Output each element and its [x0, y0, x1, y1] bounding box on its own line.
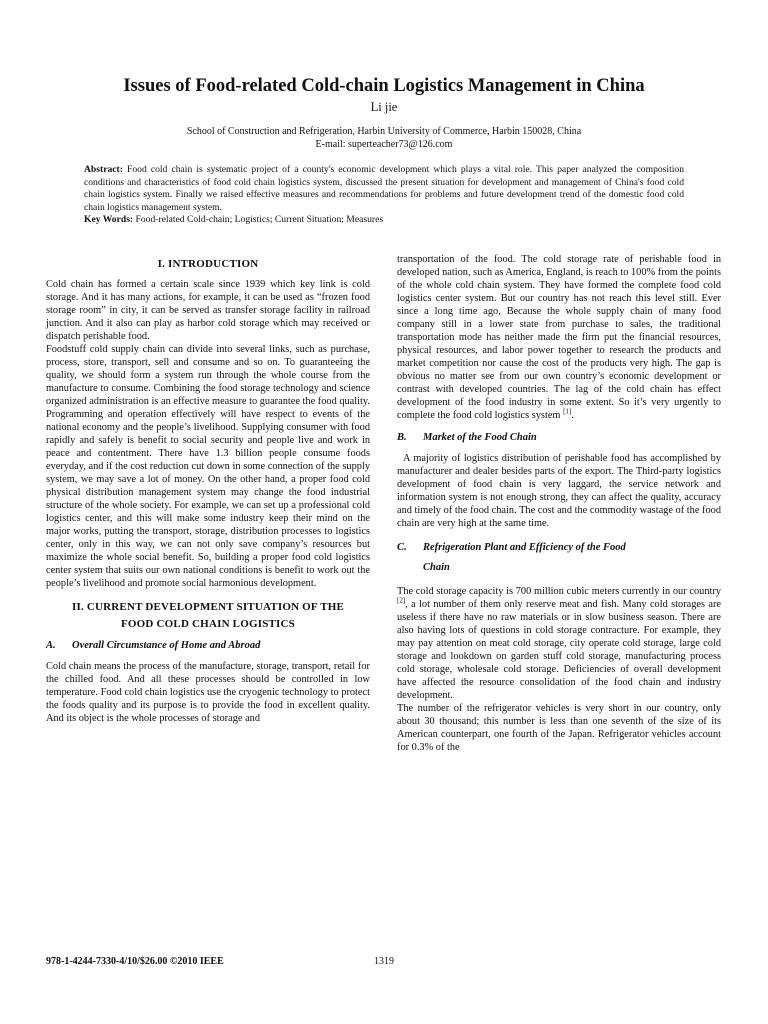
abstract — [84, 164, 684, 214]
abstract-label: Abstract: — [84, 164, 123, 175]
subsection-letter-b: B. — [397, 432, 407, 443]
subsection-heading-a — [46, 639, 370, 653]
subsection-a-paragraph-right: transportation of the food. The cold storage rate of perishable food in developed nation, such as America, England, is reach to 100% from the points of the whole cold chain system. They have formed the complete food cold logistics center system. But our country has not reach this level still. Ever since a long time ago, Because the whole supply chain of many food company still in a lower state from purchase to sales, the traditional transportation mode has neither made the firm put the financial resources, physical resources, and labor power together to research the products and market competition nor cause the cost of the products very high. The gap is obvious no matter see from our own country’s economic development or contrast with developed countries. The lag of the cold chain has effect development of the food industry in some extent. So it’s very urgently to complete the food cold logistics system [1]. — [397, 254, 721, 421]
subsection-letter-a: A. — [46, 640, 56, 651]
citation-1: [1] — [563, 407, 572, 416]
abstract-text: Food cold chain is systematic project of a county's economic development which plays a vital role. This paper analyzed the composition conditions and characteristics of food cold chain logistics system, discussed the present situation for development and management of China's food cold chain logistics system. Finally we raised effective measures and recommendations for problems and future development trend of the domestic food cold chain logistics management system. — [84, 164, 684, 213]
keywords-text: Food-related Cold-chain; Logistics; Current Situation; Measures — [135, 214, 384, 226]
author-name: Li jie — [370, 100, 398, 114]
keywords-label: Key Words: — [84, 214, 134, 226]
section-heading-introduction: I. INTRODUCTION — [157, 258, 259, 270]
email: E-mail: superteacher73@126.com — [315, 139, 453, 150]
subsection-a-paragraph-left: Cold chain means the process of the manufacture, storage, transport, retail for the chilled food. And all these processes should be controlled in low temperature. Food cold chain logistics use the cryogenic technology to protect the foods quality and its purpose is to provide the food in excellent quality. And its object is the whole processes of storage and — [46, 661, 370, 724]
citation-2: [2] — [397, 596, 406, 605]
subsection-c-paragraph-2: The number of the refrigerator vehicles is very short in our country, only about 30 thousand; this number is less than one seventh of the size of its American counterpart, one fourth of the Japan. Refrigerator vehicles account for 0.3% of the — [397, 703, 721, 753]
abstract-block — [84, 164, 684, 227]
subsection-title-c-line-2: Chain — [423, 562, 450, 573]
subsection-letter-c: C. — [397, 542, 407, 553]
subsection-c-paragraph-1: The cold storage capacity is 700 million cubic meters currently in our country [2], a lot number of them only reserve meat and fish. Many cold storages are useless if there have no raw materials or in slow business season. There are also having lots of questions in cold storage contracture. For example, they may pay attention on meat cold storage, city operate cold storage, large cold storage and lookdown on garden stuff cold storage, manufacturing process cold storage, wholesale cold storage. Deficiencies of overall development have affected the resource consolidation of the food chain and industry development. — [397, 586, 721, 701]
section-heading-line-2: FOOD COLD CHAIN LOGISTICS — [120, 618, 295, 630]
subsection-b-paragraph: A majority of logistics distribution of perishable food has accomplished by manufacturer and dealer besides parts of the export. The Third-party logistics development of food chain is very laggard, the service network and information system is not enough strong, they can affect the quality, accuracy and timely of the food chain. The cost and the commodity wastage of the food chain are very high at the same time. — [397, 453, 721, 529]
subsection-heading-c — [397, 538, 721, 578]
author-affiliation-block — [40, 125, 728, 151]
right-column — [397, 253, 721, 754]
section-heading-line-1: II. CURRENT DEVELOPMENT SITUATION OF THE — [71, 601, 345, 613]
subsection-title-c-line-1: Refrigeration Plant and Efficiency of the Food — [423, 542, 626, 553]
paper-title: Issues of Food-related Cold-chain Logistics Management in China — [123, 76, 645, 96]
page-number: 1319 — [374, 956, 394, 967]
subsection-a-text: transportation of the food. The cold storage rate of perishable food in developed nation, such as America, England, is reach to 100% from the points of the whole cold chain system. They have formed the complete food cold logistics center system. But our country has not reach this level still. Ever since a long time ago, Because the whole supply chain of many food company still in a lower state from purchase to sales, the traditional transportation mode has neither made the firm put the financial resources, physical resources, and labor power together to research the products and market competition nor cause the cost of the products very high. The gap is obvious no matter see from our own country’s economic development or contrast with developed countries. The lag of the cold chain has effect development of the food industry in some extent. So it’s very urgently to complete the food cold logistics system — [397, 254, 721, 421]
subsection-title-b: Market of the Food Chain — [423, 432, 537, 443]
intro-paragraph-2: Foodstuff cold supply chain can divide into several links, such as purchase, process, store, transport, sell and consume and so on. To guaranteeing the quality, we should form a system run through the whole course from the manufacture to consume. Combining the food storage technology and science organized administration is an effective measure to guarantee the food quality. Programming and operation effectively will have respect to events of the national economy and the people’s livelihood. Supplying consumer with food rapidly and safely is benefit to social security and people live and work in peace and contentment. There have 1.3 billion people consume foods everyday, and if the cost reduction cut down in some connection of the supply system, we may save a lot of money. On the other hand, a proper food cold physical distribution management system may change the food industrial structure of the whole society. For example, we can set up a professional cold logistics center, and this will make some industry keep their mind on the major works, putting the transport, storage, distribution processes to logistics center, only in this way, we can not only save company’s resources but maximize the whole social benefit. So, building a proper food cold logistics center system that suits our own national conditions is benefit to work out the people’s livelihood and promote social harmonious development. — [46, 344, 370, 589]
affiliation: School of Construction and Refrigeration, Harbin University of Commerce, Harbin 150028, China — [186, 126, 582, 137]
left-column — [46, 253, 370, 725]
keywords — [84, 214, 684, 227]
section-heading-current-development — [46, 599, 370, 633]
footer-isbn: 978-1-4244-7330-4/10/$26.00 ©2010 IEEE — [46, 956, 224, 967]
subsection-heading-b — [397, 431, 721, 445]
subsection-title-a: Overall Circumstance of Home and Abroad — [72, 640, 261, 651]
intro-paragraph-1: Cold chain has formed a certain scale since 1939 which key link is cold storage. And it has many actions, for example, it can be used as “frozen food storage room” in city, it can be served as transfer storage facility in railroad junction. And it also can play as harbor cold storage which may received or dispatch perishable food. — [46, 279, 370, 342]
